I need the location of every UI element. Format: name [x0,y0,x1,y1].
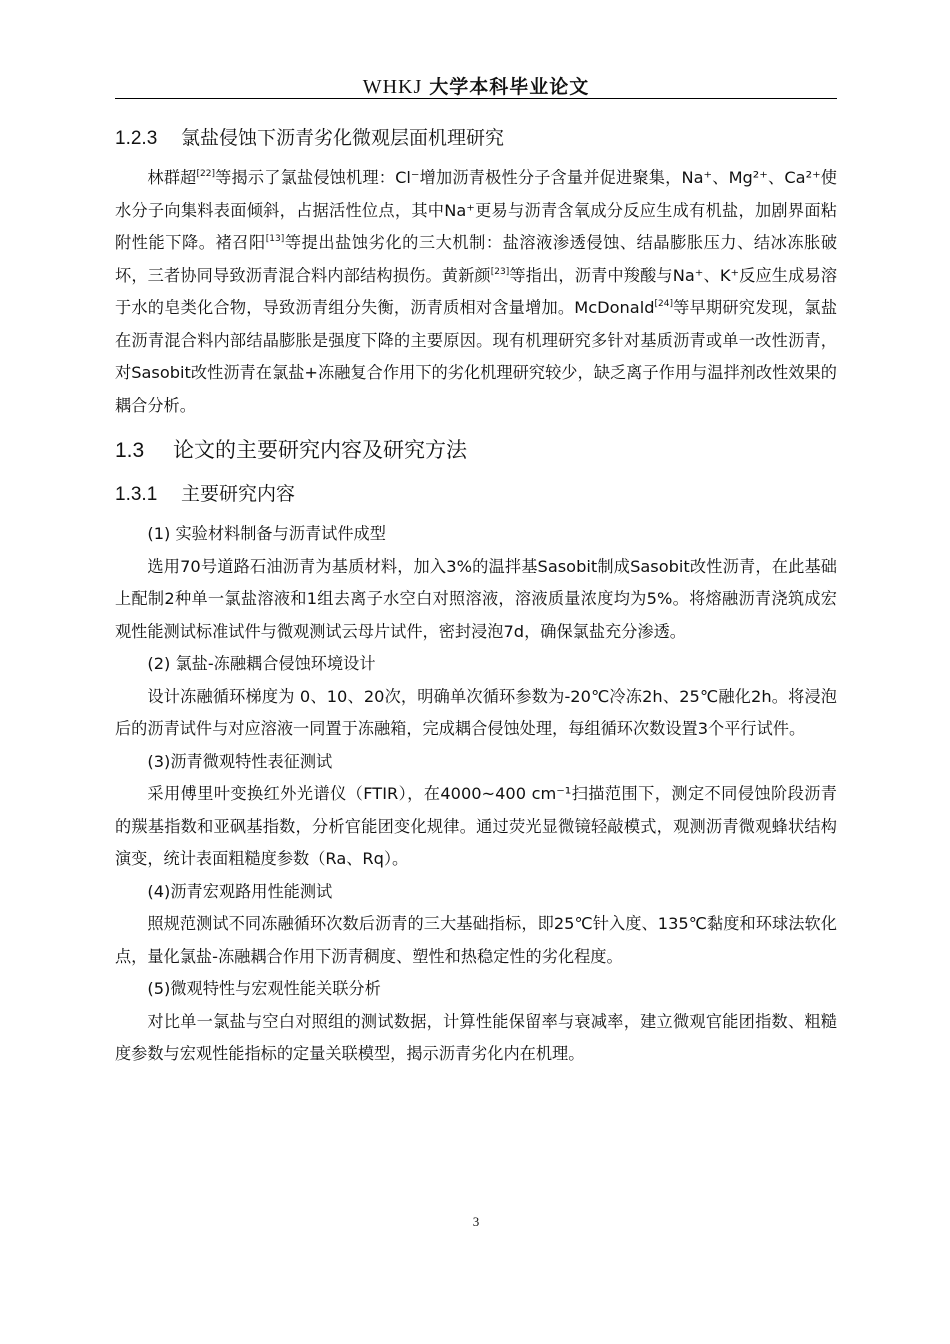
citation-ref: [24] [654,299,673,309]
section-title: 氯盐侵蚀下沥青劣化微观层面机理研究 [181,127,505,149]
header-title-en: WHKJ [362,76,423,98]
item-body: 照规范测试不同冻融循环次数后沥青的三大基础指标，即25℃针入度、135℃黏度和环球法软化点，量化氯盐-冻融耦合作用下沥青稠度、塑性和热稳定性的劣化程度。 [115,914,837,966]
item-body: 设计冻融循环梯度为 0、10、20次，明确单次循环参数为-20℃冷冻2h、25℃融化2h。将浸泡后的沥青试件与对应溶液一同置于冻融箱，完成耦合侵蚀处理，每组循环次数设置3个平行试件。 [115,686,837,738]
item-heading: (5)微观特性与宏观性能关联分析 [147,979,381,998]
item-body: 选用70号道路石油沥青为基质材料，加入3%的温拌基Sasobit制成Sasobit改性沥青，在此基础上配制2种单一氯盐溶液和1组去离子水空白对照溶液，溶液质量浓度均为5%。将熔融沥青浇筑成宏观性能测试标准试件与微观测试云母片试件，密封浸泡7d，确保氯盐充分渗透。 [115,556,837,641]
section-title: 论文的主要研究内容及研究方法 [173,438,467,462]
item-heading: (4)沥青宏观路用性能测试 [147,881,333,901]
page-number: 3 [472,1214,480,1229]
section-heading-1-3-1 [115,476,837,512]
item-body: 对比单一氯盐与空白对照组的测试数据，计算性能保留率与衰减率，建立微观官能团指数、粗糙度参数与宏观性能指标的定量关联模型，揭示沥青劣化内在机理。 [115,1011,837,1063]
page-body [115,120,837,1071]
item-heading: (1) 实验材料制备与沥青试件成型 [147,524,386,543]
section-heading-1-2-3 [115,120,837,156]
section-title: 主要研究内容 [181,483,296,505]
header-title-zh: 大学本科毕业论文 [429,76,590,98]
paragraph-mechanism: 林群超[22]等揭示了氯盐侵蚀机理：Cl⁻增加沥青极性分子含量并促进聚集，Na⁺、Mg²⁺、Ca²⁺使水分子向集料表面倾斜，占据活性位点，其中Na⁺更易与沥青含氧成分反应生成有机盐，加剧界面粘附性能下降。褚召阳[13]等提出盐蚀劣化的三大机制：盐溶液渗透侵蚀、结晶膨胀压力、结冰冻胀破坏，三者协同导致沥青混合料内部结构损伤。黄新颜[23]等指出，沥青中羧酸与Na⁺、K⁺反应生成易溶于水的皂类化合物，导致沥青组分失衡，沥青质相对含量增加。McDonald[24]等早期研究发现，氯盐在沥青混合料内部结晶膨胀是强度下降的主要原因。现有机理研究多针对基质沥青或单一改性沥青，对Sasobit改性沥青在氯盐+冻融复合作用下的劣化机理研究较少，缺乏离子作用与温拌剂改性效果的耦合分析。 [115,168,838,415]
section-number: 1.3.1 [115,484,158,505]
citation-ref: [22] [196,169,215,179]
citation-ref: [23] [490,266,510,277]
section-number: 1.3 [115,439,145,462]
item-heading: (3)沥青微观特性表征测试 [147,751,333,771]
item-heading: (2) 氯盐-冻融耦合侵蚀环境设计 [147,654,376,673]
header-rule [115,98,837,99]
section-heading-1-3 [115,430,837,470]
item-body: 采用傅里叶变换红外光谱仪（FTIR），在4000~400 cm⁻¹扫描范围下，测定不同侵蚀阶段沥青的羰基指数和亚砜基指数，分析官能团变化规律。通过荧光显微镜轻敲模式，观测沥青微观蜂状结构演变，统计表面粗糙度参数（Ra、Rq）。 [115,784,837,868]
running-header [115,72,837,99]
section-number: 1.2.3 [115,128,158,149]
citation-ref: [13] [265,234,285,244]
